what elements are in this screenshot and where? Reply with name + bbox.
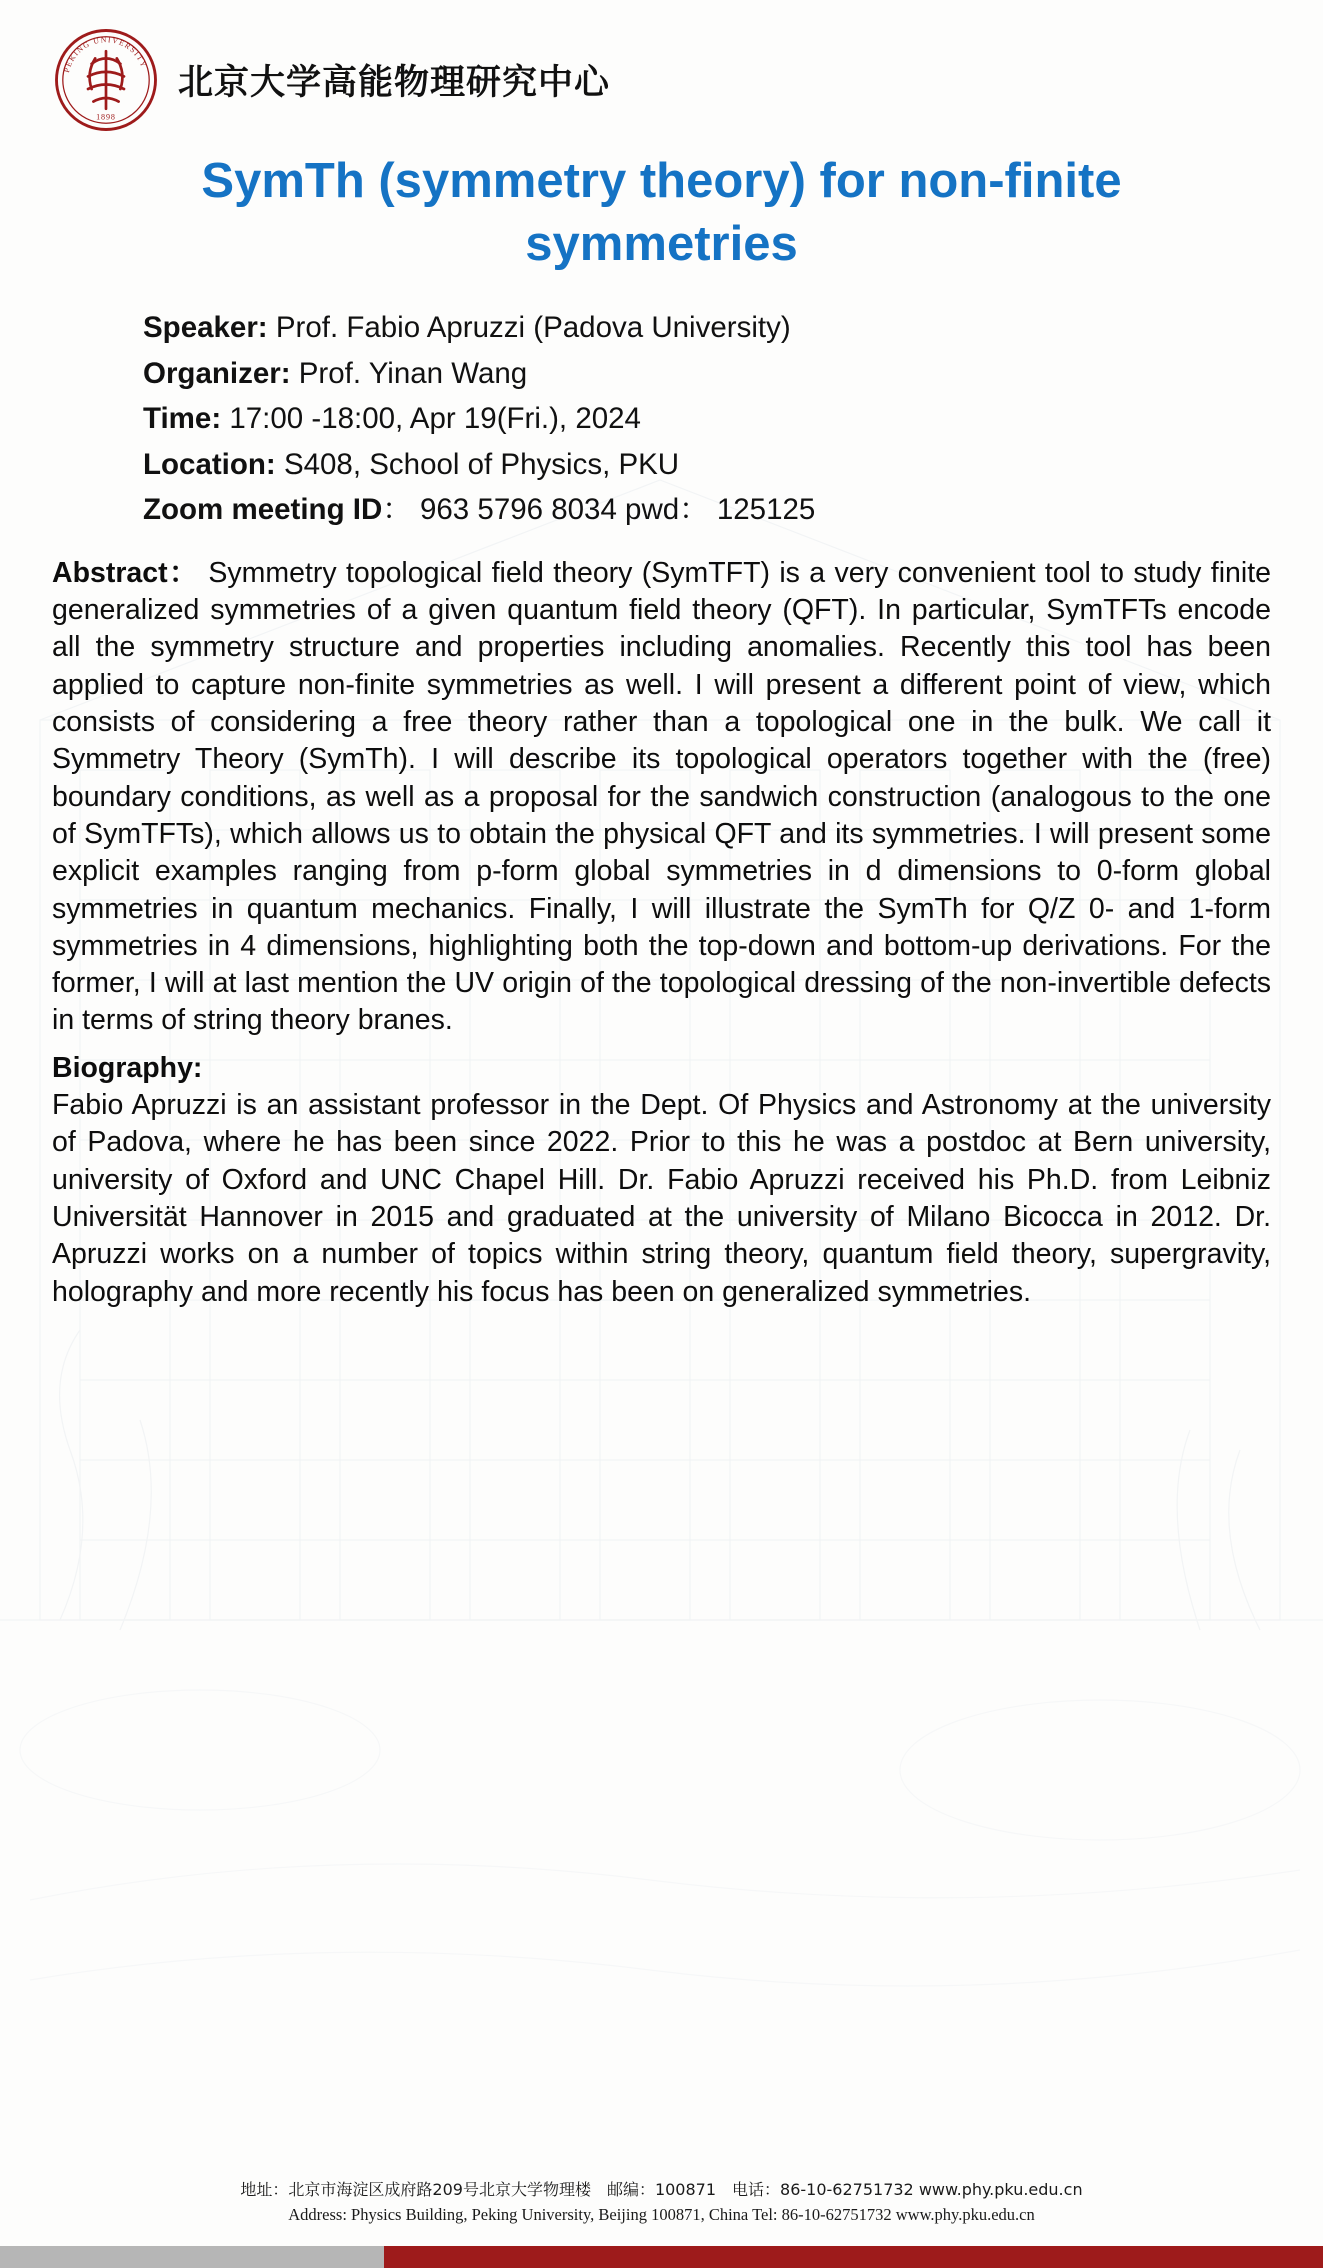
speaker-label: Speaker: — [143, 311, 268, 345]
peking-university-seal-icon — [52, 26, 160, 134]
page-title: SymTh (symmetry theory) for non-finite symmetries — [201, 154, 1122, 271]
svg-text:1898: 1898 — [96, 112, 116, 122]
footer — [0, 2177, 1323, 2228]
organization-name: 北京大学高能物理研究中心 — [178, 63, 611, 103]
biography-label: Biography: — [52, 1051, 203, 1084]
organizer-row — [143, 351, 1263, 396]
biography-section — [52, 1050, 1271, 1311]
event-details — [0, 305, 1323, 532]
speaker-value: Prof. Fabio Apruzzi (Padova University) — [267, 311, 791, 345]
bottom-bar-grey — [0, 2246, 384, 2268]
footer-address-cn: 地址：北京市海淀区成府路209号北京大学物理楼 邮编：100871 电话：86-10-62751732 www.phy.pku.edu.cn — [240, 2179, 1083, 2199]
bottom-color-bars — [0, 2246, 1323, 2268]
abstract-paragraph — [52, 555, 1271, 1040]
location-row — [143, 442, 1263, 487]
organizer-value: Prof. Yinan Wang — [290, 356, 528, 390]
zoom-row — [143, 487, 1263, 532]
abstract-label: Abstract： — [52, 556, 199, 589]
zoom-value: ： 963 5796 8034 pwd： 125125 — [382, 493, 816, 527]
time-label: Time: — [143, 402, 222, 436]
svg-text:PEKING UNIVERSITY: PEKING UNIVERSITY — [61, 35, 149, 74]
zoom-label: Zoom meeting ID — [143, 493, 383, 527]
location-value: S408, School of Physics, PKU — [275, 447, 680, 481]
speaker-row — [143, 305, 1263, 350]
poster-header — [0, 0, 1323, 134]
location-label: Location: — [143, 447, 276, 481]
biography-text: Fabio Apruzzi is an assistant professor in the Dept. Of Physics and Astronomy at the university of Padova, where he has been since 2022. Prior to this he was a postdoc at Bern university, university of Oxford and UNC Chapel Hill. Dr. Fabio Apruzzi received his Ph.D. from Leibniz Universität Hannover in 2015 and graduated at the university of Milano Bicocca in 2012. Dr. Apruzzi works on a number of topics within string theory, quantum field theory, supergravity, holography and more recently his focus has been on generalized symmetries. — [52, 1089, 1271, 1308]
organizer-label: Organizer: — [143, 356, 291, 390]
time-row — [143, 396, 1263, 441]
abstract-text: Symmetry topological field theory (SymTFT) is a very convenient tool to study finite generalized symmetries of a given quantum field theory (QFT). In particular, SymTFTs encode all the symmetry structure and properties including anomalies. Recently this tool has been applied to capture non-finite symmetries as well. I will present a different point of view, which consists of considering a free theory rather than a topological one in the bulk. We call it Symmetry Theory (SymTh). I will describe its topological operators together with the (free) boundary conditions, as well as a proposal for the sandwich construction (analogous to the one of SymTFTs), which allows us to obtain the physical QFT and its symmetries. I will present some explicit examples ranging from p-form global symmetries in d dimensions to 0-form global symmetries in quantum mechanics. Finally, I will illustrate the SymTh for Q/Z 0- and 1-form symmetries in 4 dimensions, highlighting both the top-down and bottom-up derivations. For the former, I will at last mention the UV origin of the topological dressing of the non-invertible defects in terms of string theory branes. — [52, 556, 1271, 1037]
footer-address-en: Address: Physics Building, Peking University, Beijing 100871, China Tel: 86-10-62751732 www.phy.pku.edu.cn — [288, 2204, 1035, 2224]
abstract-section — [52, 555, 1271, 1040]
bottom-bar-red — [384, 2246, 1323, 2268]
time-value: 17:00 -18:00, Apr 19(Fri.), 2024 — [221, 402, 641, 436]
